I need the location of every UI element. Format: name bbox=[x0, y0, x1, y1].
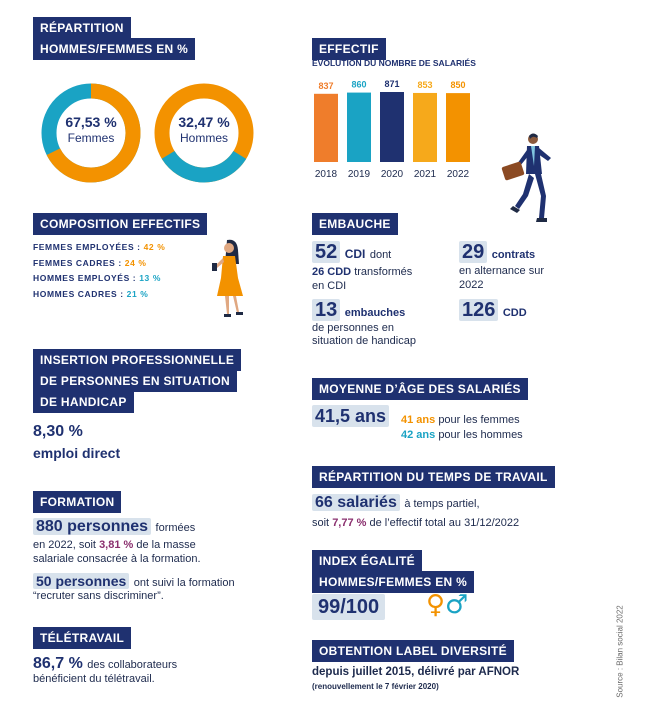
insertion-header-2: DE PERSONNES EN SITUATION bbox=[33, 370, 237, 392]
temps-text-1: à temps partiel, bbox=[404, 498, 480, 510]
embauche-handicap bbox=[312, 300, 405, 323]
effectif-subtitle: ÉVOLUTION DU NOMBRE DE SALARIÉS bbox=[312, 58, 476, 68]
age-men-value: 42 ans bbox=[401, 429, 436, 441]
female-symbol-icon: ♀ bbox=[426, 590, 446, 620]
repartition-header-2: HOMMES/FEMMES EN % bbox=[33, 38, 195, 60]
handicap-unit: embauches bbox=[344, 307, 406, 319]
cdd-transf-text-2: en CDI bbox=[312, 280, 347, 292]
teletravail-text-2: bénéficient du télétravail. bbox=[33, 673, 155, 685]
insertion-header-3: DE HANDICAP bbox=[33, 391, 134, 413]
repartition-header-1: RÉPARTITION bbox=[33, 17, 131, 39]
source-note: Source : Bilan social 2022 bbox=[615, 605, 625, 698]
temps-text-2b: de l’effectif total au 31/12/2022 bbox=[369, 517, 520, 529]
cdi-unit: CDI bbox=[344, 247, 366, 261]
composition-row bbox=[33, 256, 165, 272]
bar-2019 bbox=[347, 93, 371, 162]
formation-text-1c: de la masse bbox=[136, 539, 196, 551]
embauche-header: EMBAUCHE bbox=[312, 213, 398, 235]
label-header: OBTENTION LABEL DIVERSITÉ bbox=[312, 640, 514, 662]
men-value: 32,47 % bbox=[178, 114, 230, 130]
effectif-header: EFFECTIF bbox=[312, 38, 386, 60]
bar-value-label: 850 bbox=[450, 80, 466, 91]
formation-header: FORMATION bbox=[33, 491, 121, 513]
temps-line-1 bbox=[312, 493, 480, 513]
cdd-transf-text: transformés bbox=[354, 266, 413, 278]
index-header-2: HOMMES/FEMMES EN % bbox=[312, 571, 474, 593]
woman-phone-illustration bbox=[205, 238, 253, 320]
temps-header: RÉPARTITION DU TEMPS DE TRAVAIL bbox=[312, 466, 555, 488]
temps-pct: 7,77 % bbox=[332, 517, 367, 529]
formation-num-1: 880 personnes bbox=[33, 518, 151, 535]
cdd-unit: CDD bbox=[502, 307, 527, 319]
formation-text-1a: formées bbox=[155, 522, 196, 534]
x-tick-label: 2020 bbox=[380, 169, 404, 180]
embauche-cdi bbox=[312, 242, 391, 264]
temps-value: 66 salariés bbox=[312, 494, 400, 511]
temps-line-2 bbox=[312, 516, 519, 530]
insertion-label: emploi direct bbox=[33, 445, 121, 461]
effectif-bar-chart bbox=[305, 72, 485, 184]
formation-text-2b: “recruter sans discriminer”. bbox=[33, 590, 164, 602]
cdi-text: dont bbox=[369, 249, 392, 261]
age-women-value: 41 ans bbox=[401, 414, 436, 426]
composition-row-label: HOMMES CADRES : bbox=[33, 288, 124, 299]
composition-row-label: HOMMES EMPLOYÉS : bbox=[33, 273, 137, 283]
composition-row bbox=[33, 287, 165, 303]
bar-2020 bbox=[380, 92, 404, 162]
embauche-cdd bbox=[459, 300, 527, 323]
index-header-1: INDEX ÉGALITÉ bbox=[312, 550, 422, 572]
composition-row-value: 13 % bbox=[139, 273, 161, 283]
formation-text-1b: en 2022, soit bbox=[33, 539, 96, 551]
handicap-number: 13 bbox=[312, 299, 340, 321]
cdi-number: 52 bbox=[312, 241, 340, 263]
women-label: Femmes bbox=[67, 131, 115, 145]
gender-symbols-icon bbox=[426, 590, 468, 620]
temps-text-2a: soit bbox=[312, 517, 330, 529]
alternance-text-2: 2022 bbox=[459, 279, 484, 291]
age-men bbox=[401, 428, 523, 442]
composition-row-value: 24 % bbox=[124, 257, 147, 268]
index-value: 99/100 bbox=[312, 594, 385, 620]
embauche-alternance bbox=[459, 242, 535, 265]
women-value: 67,53 % bbox=[65, 114, 117, 130]
age-men-text: pour les hommes bbox=[438, 429, 523, 441]
composition-row-value: 42 % bbox=[143, 242, 166, 252]
male-symbol-icon: ♂ bbox=[445, 590, 469, 620]
label-note: (renouvellement le 7 février 2020) bbox=[312, 682, 439, 691]
label-text: depuis juillet 2015, délivré par AFNOR bbox=[312, 666, 520, 678]
age-value: 41,5 ans bbox=[312, 405, 389, 427]
composition-list bbox=[33, 240, 165, 302]
alternance-unit: contrats bbox=[491, 249, 536, 261]
handicap-text-1: de personnes en bbox=[312, 322, 394, 334]
alternance-number: 29 bbox=[459, 241, 487, 263]
bar-2022 bbox=[446, 93, 470, 162]
composition-row bbox=[33, 240, 165, 256]
composition-header: COMPOSITION EFFECTIFS bbox=[33, 213, 207, 235]
bar-value-label: 860 bbox=[351, 79, 367, 90]
formation-line-2 bbox=[33, 538, 196, 552]
teletravail-line-1 bbox=[33, 654, 177, 674]
insertion-value: 8,30 % bbox=[33, 423, 83, 440]
bar-2021 bbox=[413, 93, 437, 162]
bar-value-label: 871 bbox=[384, 79, 400, 89]
bar-2018 bbox=[314, 94, 338, 162]
cdd-number: 126 bbox=[459, 299, 498, 321]
x-tick-label: 2021 bbox=[413, 169, 437, 180]
bar-value-label: 837 bbox=[318, 80, 334, 91]
age-women bbox=[401, 413, 520, 427]
formation-pct: 3,81 % bbox=[99, 539, 134, 551]
formation-text-2a: ont suivi la formation bbox=[133, 577, 235, 589]
handicap-text-2: situation de handicap bbox=[312, 335, 416, 347]
running-man-illustration bbox=[493, 130, 563, 225]
insertion-header-1: INSERTION PROFESSIONNELLE bbox=[33, 349, 241, 371]
cdd-transf-number: 26 CDD bbox=[312, 266, 352, 278]
x-tick-label: 2019 bbox=[347, 169, 371, 180]
teletravail-value: 86,7 % bbox=[33, 655, 83, 672]
age-header: MOYENNE D’ÂGE DES SALARIÉS bbox=[312, 378, 528, 400]
formation-line-1 bbox=[33, 517, 195, 537]
bar-value-label: 853 bbox=[417, 79, 433, 90]
composition-row-label: FEMMES CADRES : bbox=[33, 257, 122, 268]
teletravail-text-1: des collaborateurs bbox=[87, 659, 178, 671]
teletravail-header: TÉLÉTRAVAIL bbox=[33, 627, 131, 649]
composition-row bbox=[33, 271, 165, 287]
x-tick-label: 2018 bbox=[314, 169, 338, 180]
formation-num-2: 50 personnes bbox=[33, 573, 129, 589]
composition-row-value: 21 % bbox=[126, 288, 149, 299]
composition-row-label: FEMMES EMPLOYÉES : bbox=[33, 242, 141, 252]
age-women-text: pour les femmes bbox=[438, 414, 520, 426]
alternance-text-1: en alternance sur bbox=[459, 265, 544, 277]
formation-text-1d: salariale consacrée à la formation. bbox=[33, 553, 201, 565]
x-tick-label: 2022 bbox=[446, 169, 470, 180]
cdd-transf-line bbox=[312, 265, 412, 279]
men-label: Hommes bbox=[179, 131, 228, 145]
